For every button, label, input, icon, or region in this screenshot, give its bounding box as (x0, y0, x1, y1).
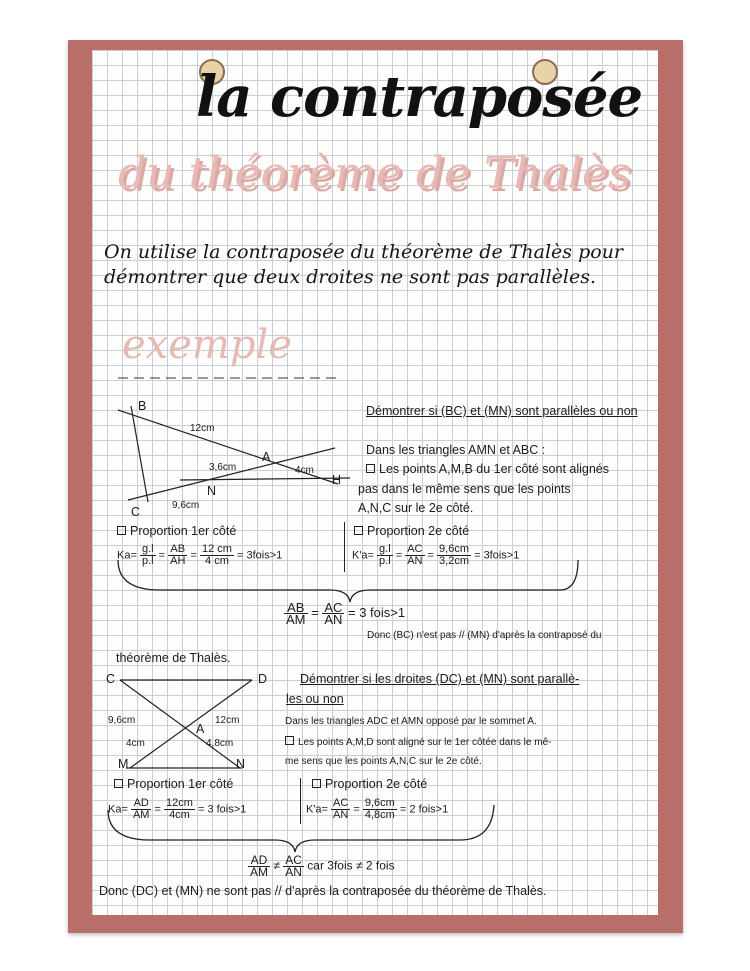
checkbox-icon (366, 464, 375, 473)
example2-line-3: me sens que les points A,N,C sur le 2e côté. (285, 756, 482, 767)
example1-line-4: A,N,C sur le 2e côté. (358, 501, 474, 515)
example1-prop2-label: Proportion 2e côté (367, 524, 470, 538)
example2-task-1: Démontrer si les droites (DC) et (MN) sont parallè- (300, 672, 580, 686)
example2-prop1-label: Proportion 1er côté (127, 777, 234, 791)
example2-summary: $\frac{AD}{AM}$ ≠ $\frac{AC}{AN}$ car 3fois ≠ 2 fois (250, 853, 395, 879)
point-n-label: N (236, 757, 246, 771)
checkbox-icon (114, 779, 123, 788)
example2-task-2: les ou non (286, 692, 344, 706)
line-b-c (131, 406, 148, 502)
example1-line-3: pas dans le même sens que les points (358, 482, 571, 496)
example2-conclusion: Donc (DC) et (MN) ne sont pas // d'après la contraposée du théorème de Thalès. (99, 884, 547, 898)
length-4-label: 4cm (126, 738, 145, 749)
length-36-label: 3,6cm (209, 462, 237, 473)
divider (344, 522, 345, 572)
length-96-label: 9,6cm (172, 500, 200, 511)
example1-conclusion: Donc (BC) n'est pas // (MN) d'après la contraposé du (367, 630, 602, 641)
example2-line-2: Les points A,M,D sont aligné sur le 1er côtée dans le mê- (298, 737, 552, 748)
intro-text: On utilise la contraposée du théorème de Thalès pour démontrer que deux droites ne sont pas parallèles. (104, 241, 624, 288)
length-12-label: 12cm (190, 423, 215, 434)
example1-summary: $\frac{AB}{AM}$ = $\frac{AC}{AN}$ = 3 fois>1 (286, 600, 406, 627)
length-48-label: 4,8cm (206, 738, 234, 749)
point-b-label: B (138, 399, 147, 413)
length-4-label: 4cm (295, 465, 314, 476)
point-a-label: A (196, 722, 205, 736)
example2-prop2-label: Proportion 2e côté (325, 777, 428, 791)
example-heading: exemple (122, 322, 292, 368)
example2-line-1: Dans les triangles ADC et AMN opposé par le sommet A. (285, 716, 537, 727)
point-c-label: C (106, 672, 116, 686)
title-line-1: la contraposée (196, 64, 643, 130)
checkbox-icon (285, 736, 294, 745)
figure-1 (118, 406, 350, 502)
example2-prop1-formula: Ka= $\frac{AD}{AM}$ = $\frac{12cm}{4cm}$ = 3 fois>1 (108, 797, 247, 821)
example1-prop1-formula: Ka= $\frac{g.l}{p.l}$ = $\frac{AB}{AH}$ = $\frac{12 cm}{4 cm}$ = 3fois>1 (117, 543, 283, 567)
example1-conclusion-2: théorème de Thalès. (116, 651, 231, 665)
length-96-label: 9,6cm (108, 715, 136, 726)
point-n-label: N (207, 484, 217, 498)
divider (300, 778, 301, 824)
title-line-2: du théorème de Thalès (118, 148, 631, 199)
point-m-label: M (118, 757, 129, 771)
example1-line-2: Les points A,M,B du 1er côté sont alignés (379, 462, 609, 476)
example2-prop2-formula: K'a= $\frac{AC}{AN}$ = $\frac{9,6cm}{4,8cm}$ = 2 fois>1 (306, 797, 449, 821)
point-c-label: C (131, 505, 141, 519)
example1-task: Démontrer si (BC) et (MN) sont parallèles ou non (366, 404, 638, 418)
point-a-label: A (262, 450, 271, 464)
checkbox-icon (117, 526, 126, 535)
example1-prop1-label: Proportion 1er côté (130, 524, 237, 538)
point-d-label: D (258, 672, 268, 686)
example1-prop2-formula: K'a= $\frac{g.l}{p.l}$ = $\frac{AC}{AN}$ = $\frac{9,6cm}{3,2cm}$ = 3fois>1 (352, 543, 520, 567)
length-12-label: 12cm (215, 715, 240, 726)
checkbox-icon (354, 526, 363, 535)
point-h-label: H (332, 473, 342, 487)
checkbox-icon (312, 779, 321, 788)
example1-line-1: Dans les triangles AMN et ABC : (366, 443, 546, 457)
